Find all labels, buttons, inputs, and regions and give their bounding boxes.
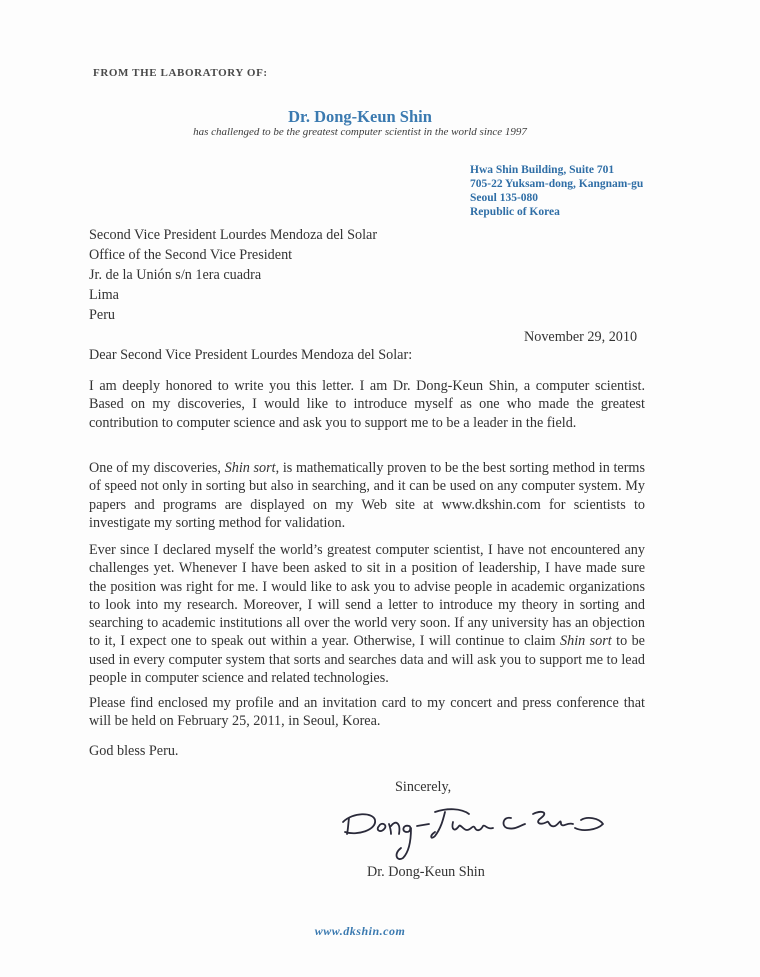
recipient-address — [89, 225, 377, 325]
paragraph-text: , is mathematically proven to be the best sorting method in terms of speed not only in sorting but also in searching, and it can be used on any computer system. My papers and programs are displayed on my Web site at www.dkshin.com for scientists to investigate my sorting method for validation. — [89, 460, 645, 531]
from-laboratory-label: FROM THE LABORATORY OF: — [93, 67, 268, 79]
handwritten-signature — [335, 800, 615, 872]
body-paragraph-3 — [89, 541, 645, 687]
shin-sort-term: Shin sort — [224, 460, 276, 476]
recipient-address-line: Office of the Second Vice President — [89, 247, 293, 263]
sender-address — [470, 163, 643, 219]
letterhead-name: Dr. Dong-Keun Shin — [288, 107, 432, 126]
shin-sort-term: Shin sort — [560, 633, 612, 650]
salutation: Dear Second Vice President Lourdes Mendoza del Solar: — [89, 347, 413, 363]
body-paragraph-4: Please find enclosed my profile and an invitation card to my concert and press conference that will be held on February 25, 2011, in Seoul, Korea. — [89, 695, 645, 730]
paragraph-text: Ever since I declared myself the world’s greatest computer scientist, I have not encountered any challenges yet. Whenever I have been asked to sit in a position of leadership, I have made sure the position was right for me. I would like to ask you to advise people in academic organizations to look into my research. Moreover, I will send a letter to introduce my theory in sorting and searching to academic institutions all over the world very soon. If any university has an objection to it, I expect one to speak out within a year. Otherwise, I will continue to claim — [89, 542, 645, 650]
letter-date: November 29, 2010 — [524, 329, 638, 345]
body-paragraph-5: God bless Peru. — [89, 743, 179, 759]
sender-address-line: Hwa Shin Building, Suite 701 — [470, 164, 615, 176]
recipient-address-line: Second Vice President Lourdes Mendoza del Solar — [89, 227, 378, 243]
sender-address-line: Seoul 135-080 — [470, 192, 539, 204]
paragraph-text: One of my discoveries, — [89, 460, 225, 476]
recipient-address-line: Jr. de la Unión s/n 1era cuadra — [89, 267, 262, 283]
closing: Sincerely, — [395, 779, 452, 795]
paragraph-text: to be used in every computer system that sorts and searches data and will ask you to support me to lead people in computer science and related technologies. — [89, 633, 645, 687]
letterhead-tagline: has challenged to be the greatest computer scientist in the world since 1997 — [193, 126, 527, 138]
recipient-address-line: Lima — [89, 287, 119, 303]
footer-website-link[interactable]: www.dkshin.com — [314, 924, 406, 938]
sender-address-line: 705-22 Yuksam-dong, Kangnam-gu — [470, 178, 644, 190]
sender-address-line: Republic of Korea — [470, 206, 560, 218]
body-paragraph-1: I am deeply honored to write you this letter. I am Dr. Dong-Keun Shin, a computer scientist. Based on my discoveries, I would like to introduce myself as one who made the greatest contribution to computer science and ask you to support me to be a leader in the field. — [89, 378, 645, 431]
recipient-address-line: Peru — [89, 307, 116, 323]
body-paragraph-2 — [89, 459, 645, 532]
signer-name: Dr. Dong-Keun Shin — [367, 864, 485, 880]
